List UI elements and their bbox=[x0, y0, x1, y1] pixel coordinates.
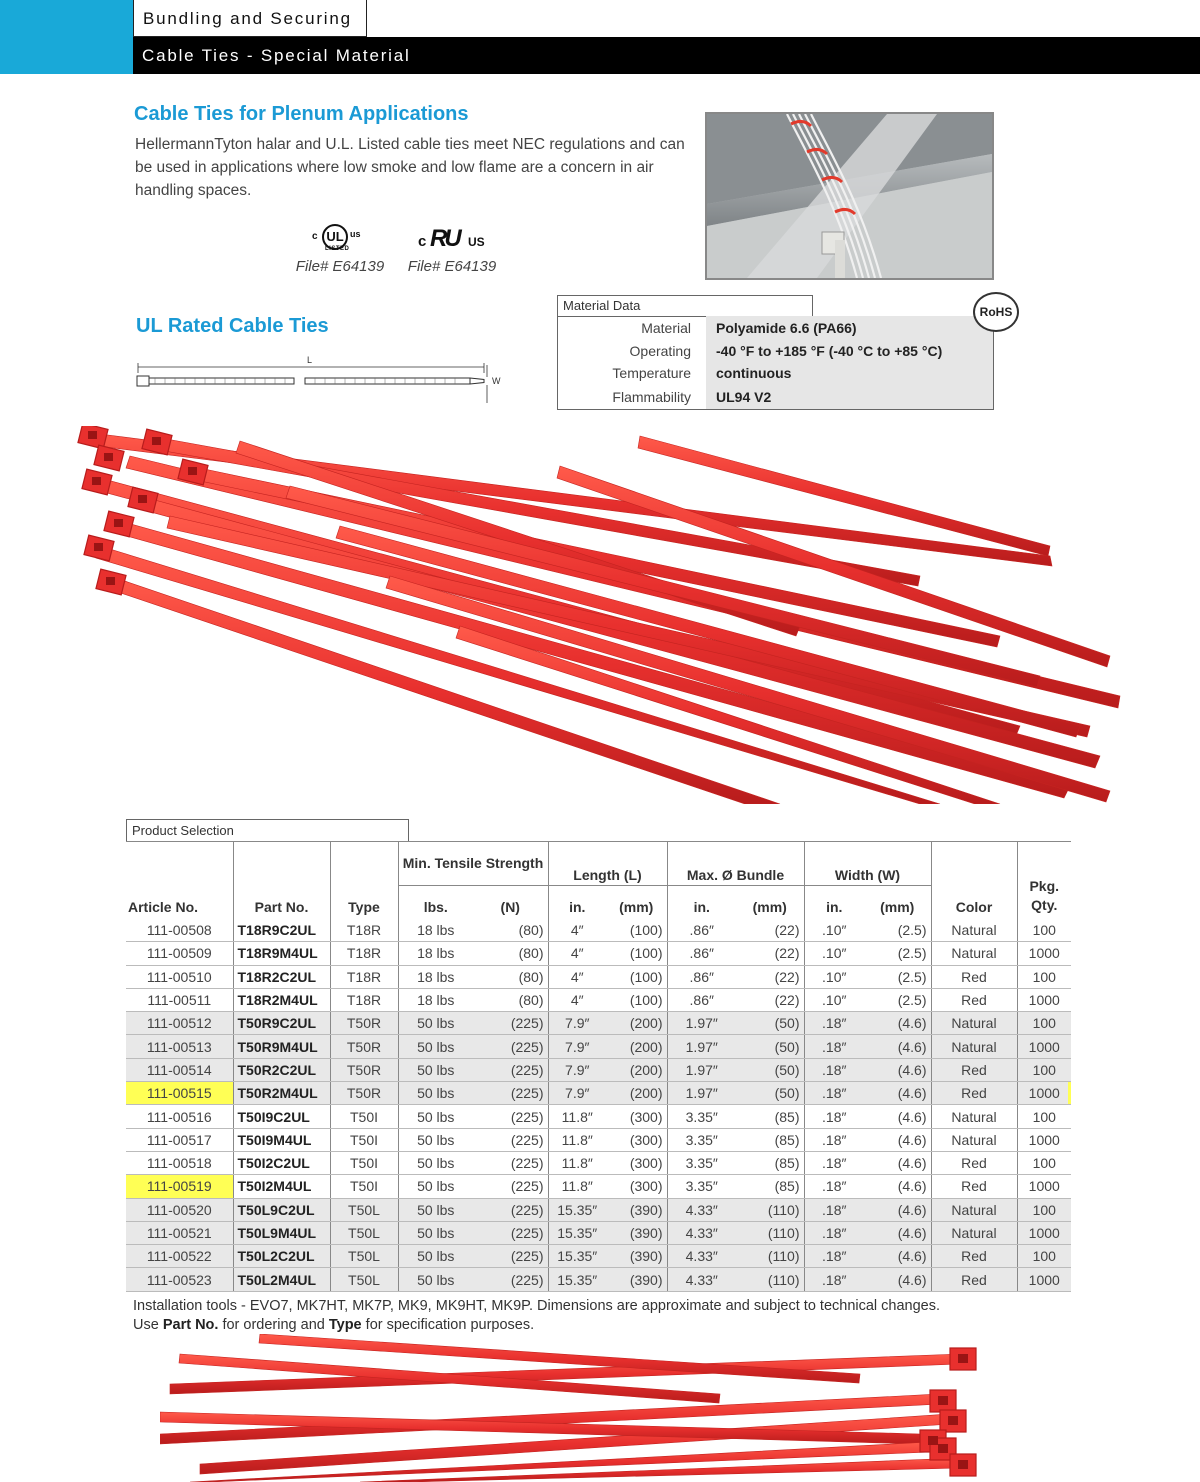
cell-article: 111-00513 bbox=[126, 1035, 233, 1058]
cell-type: T50I bbox=[330, 1175, 398, 1198]
cell-part: T50L9C2UL bbox=[233, 1198, 330, 1221]
width-dimension-label: W bbox=[492, 376, 501, 386]
cell-color: Red bbox=[931, 1268, 1017, 1291]
cell-color: Natural bbox=[931, 1012, 1017, 1035]
cell-article: 111-00519 bbox=[126, 1175, 233, 1198]
cell-bun-in: 1.97″ bbox=[667, 1082, 736, 1105]
cell-lbs: 50 lbs bbox=[398, 1082, 473, 1105]
col-group-bundle: Max. Ø Bundle bbox=[667, 842, 804, 886]
cell-qty: 1000 bbox=[1017, 988, 1071, 1011]
cell-bun-mm: (22) bbox=[736, 965, 804, 988]
cell-n: (225) bbox=[473, 1151, 548, 1174]
intro-paragraph: HellermannTyton halar and U.L. Listed cable ties meet NEC regulations and can be used in applications where low smoke and low flame are a concern in air handling spaces. bbox=[135, 136, 685, 199]
cell-n: (225) bbox=[473, 1058, 548, 1081]
cell-lbs: 50 lbs bbox=[398, 1058, 473, 1081]
brand-color-block bbox=[0, 0, 133, 74]
cell-type: T50I bbox=[330, 1128, 398, 1151]
cell-len-mm: (300) bbox=[606, 1151, 667, 1174]
cell-part: T50L2M4UL bbox=[233, 1268, 330, 1291]
cell-qty: 100 bbox=[1017, 1245, 1071, 1268]
cell-article: 111-00515 bbox=[126, 1082, 233, 1105]
cell-w-mm: (4.6) bbox=[864, 1221, 931, 1244]
cell-w-in: .18″ bbox=[804, 1245, 864, 1268]
footnote bbox=[133, 1297, 940, 1335]
footnote-ordering: Use Part No. for ordering and Type for specification purposes. bbox=[133, 1317, 535, 1333]
cell-n: (225) bbox=[473, 1175, 548, 1198]
red-cable-ties-bottom-photo bbox=[160, 1334, 1030, 1482]
cell-color: Red bbox=[931, 1082, 1017, 1105]
cell-article: 111-00509 bbox=[126, 942, 233, 965]
cell-n: (225) bbox=[473, 1082, 548, 1105]
cell-bun-in: .86″ bbox=[667, 942, 736, 965]
cert-file-number: File# E64139 bbox=[295, 258, 385, 275]
cell-article: 111-00512 bbox=[126, 1012, 233, 1035]
col-length-in: in. bbox=[548, 886, 606, 919]
cell-len-in: 15.35″ bbox=[548, 1198, 606, 1221]
cell-part: T50I2M4UL bbox=[233, 1175, 330, 1198]
cell-bun-mm: (110) bbox=[736, 1245, 804, 1268]
cell-type: T18R bbox=[330, 965, 398, 988]
plenum-installation-photo bbox=[705, 112, 994, 280]
cell-len-in: 7.9″ bbox=[548, 1012, 606, 1035]
category-tab bbox=[133, 0, 367, 37]
cell-color: Red bbox=[931, 965, 1017, 988]
cell-len-in: 7.9″ bbox=[548, 1058, 606, 1081]
cell-len-in: 7.9″ bbox=[548, 1082, 606, 1105]
cell-article: 111-00520 bbox=[126, 1198, 233, 1221]
cell-len-mm: (100) bbox=[606, 988, 667, 1011]
cell-len-mm: (200) bbox=[606, 1058, 667, 1081]
cell-bun-mm: (22) bbox=[736, 919, 804, 942]
cell-bun-mm: (85) bbox=[736, 1175, 804, 1198]
cell-article: 111-00510 bbox=[126, 965, 233, 988]
cell-type: T50R bbox=[330, 1082, 398, 1105]
col-group-length: Length (L) bbox=[548, 842, 667, 886]
cell-lbs: 50 lbs bbox=[398, 1268, 473, 1291]
cell-article: 111-00523 bbox=[126, 1268, 233, 1291]
col-bundle-in: in. bbox=[667, 886, 736, 919]
cell-qty: 1000 bbox=[1017, 1175, 1071, 1198]
cell-n: (225) bbox=[473, 1245, 548, 1268]
cell-type: T50L bbox=[330, 1198, 398, 1221]
cell-w-mm: (4.6) bbox=[864, 1082, 931, 1105]
cell-part: T18R2C2UL bbox=[233, 965, 330, 988]
cell-w-mm: (4.6) bbox=[864, 1035, 931, 1058]
cell-qty: 100 bbox=[1017, 965, 1071, 988]
cell-color: Natural bbox=[931, 919, 1017, 942]
cell-w-mm: (4.6) bbox=[864, 1175, 931, 1198]
cell-color: Natural bbox=[931, 1035, 1017, 1058]
cell-len-mm: (200) bbox=[606, 1082, 667, 1105]
cell-lbs: 18 lbs bbox=[398, 942, 473, 965]
col-pkg-qty: Pkg. Qty. bbox=[1017, 842, 1071, 919]
ul-rated-heading: UL Rated Cable Ties bbox=[136, 315, 329, 337]
table-row bbox=[126, 1105, 1071, 1128]
cell-w-in: .18″ bbox=[804, 1268, 864, 1291]
cell-color: Red bbox=[931, 988, 1017, 1011]
cell-part: T50R9M4UL bbox=[233, 1035, 330, 1058]
cell-bun-in: 1.97″ bbox=[667, 1035, 736, 1058]
cell-type: T50I bbox=[330, 1151, 398, 1174]
material-value: Polyamide 6.6 (PA66) bbox=[716, 320, 857, 336]
flammability-value: UL94 V2 bbox=[716, 389, 772, 405]
cell-n: (80) bbox=[473, 919, 548, 942]
cell-type: T50R bbox=[330, 1012, 398, 1035]
cell-w-mm: (2.5) bbox=[864, 965, 931, 988]
col-width-in: in. bbox=[804, 886, 864, 919]
cell-qty: 100 bbox=[1017, 1058, 1071, 1081]
cell-qty: 100 bbox=[1017, 1105, 1071, 1128]
cell-article: 111-00516 bbox=[126, 1105, 233, 1128]
cell-lbs: 18 lbs bbox=[398, 919, 473, 942]
cell-qty: 100 bbox=[1017, 1151, 1071, 1174]
col-group-tensile: Min. Tensile Strength bbox=[398, 842, 548, 886]
category-title: Bundling and Securing bbox=[143, 9, 352, 28]
cell-len-mm: (100) bbox=[606, 965, 667, 988]
cell-type: T50L bbox=[330, 1268, 398, 1291]
cell-n: (225) bbox=[473, 1268, 548, 1291]
ul-listed-icon: c UL us LISTED bbox=[292, 222, 388, 256]
cell-color: Natural bbox=[931, 1221, 1017, 1244]
cell-w-mm: (4.6) bbox=[864, 1151, 931, 1174]
cell-qty: 1000 bbox=[1017, 942, 1071, 965]
col-width-mm: (mm) bbox=[880, 898, 915, 915]
cell-w-mm: (2.5) bbox=[864, 988, 931, 1011]
footnote-tools: Installation tools - EVO7, MK7HT, MK7P, MK9, MK9HT, MK9P. Dimensions are approximate and subject to technical changes. bbox=[133, 1298, 941, 1314]
product-table-body bbox=[126, 919, 1071, 1292]
table-row bbox=[126, 1221, 1071, 1244]
cell-w-mm: (4.6) bbox=[864, 1198, 931, 1221]
cell-w-mm: (4.6) bbox=[864, 1012, 931, 1035]
cell-color: Red bbox=[931, 1151, 1017, 1174]
cell-len-in: 15.35″ bbox=[548, 1245, 606, 1268]
cell-w-in: .10″ bbox=[804, 988, 864, 1011]
cell-n: (225) bbox=[473, 1221, 548, 1244]
length-dimension-label: L bbox=[307, 355, 313, 365]
cell-len-in: 4″ bbox=[548, 919, 606, 942]
cell-lbs: 18 lbs bbox=[398, 965, 473, 988]
table-row bbox=[126, 1268, 1071, 1291]
cell-w-mm: (4.6) bbox=[864, 1268, 931, 1291]
cell-qty: 1000 bbox=[1017, 1082, 1071, 1105]
col-newton: (N) bbox=[500, 898, 520, 915]
red-cable-ties-photo bbox=[40, 426, 1126, 804]
cell-lbs: 50 lbs bbox=[398, 1175, 473, 1198]
table-row bbox=[126, 1012, 1071, 1035]
cell-color: Red bbox=[931, 1245, 1017, 1268]
table-row bbox=[126, 965, 1071, 988]
cell-color: Natural bbox=[931, 1198, 1017, 1221]
cell-qty: 100 bbox=[1017, 1198, 1071, 1221]
cell-article: 111-00522 bbox=[126, 1245, 233, 1268]
cell-n: (225) bbox=[473, 1128, 548, 1151]
material-data-heading: Material Data bbox=[557, 295, 813, 316]
table-row bbox=[126, 919, 1071, 942]
cell-w-in: .18″ bbox=[804, 1058, 864, 1081]
cell-len-mm: (390) bbox=[606, 1221, 667, 1244]
cell-w-mm: (2.5) bbox=[864, 919, 931, 942]
cell-w-in: .10″ bbox=[804, 919, 864, 942]
cell-bun-in: 4.33″ bbox=[667, 1221, 736, 1244]
rohs-badge-icon: RoHS bbox=[973, 292, 1019, 332]
ur-recognized-cert bbox=[404, 222, 500, 275]
cell-n: (225) bbox=[473, 1105, 548, 1128]
cell-w-in: .18″ bbox=[804, 1128, 864, 1151]
cell-len-in: 4″ bbox=[548, 965, 606, 988]
cell-len-in: 4″ bbox=[548, 942, 606, 965]
plenum-heading: Cable Ties for Plenum Applications bbox=[134, 103, 469, 125]
cell-bun-in: 3.35″ bbox=[667, 1151, 736, 1174]
cell-lbs: 50 lbs bbox=[398, 1012, 473, 1035]
cell-bun-mm: (22) bbox=[736, 942, 804, 965]
cell-lbs: 18 lbs bbox=[398, 988, 473, 1011]
cell-w-mm: (2.5) bbox=[864, 942, 931, 965]
cell-part: T18R9C2UL bbox=[233, 919, 330, 942]
cell-article: 111-00508 bbox=[126, 919, 233, 942]
table-row bbox=[126, 988, 1071, 1011]
section-bar bbox=[133, 37, 1200, 74]
cell-lbs: 50 lbs bbox=[398, 1198, 473, 1221]
cell-len-in: 11.8″ bbox=[548, 1128, 606, 1151]
cell-type: T18R bbox=[330, 919, 398, 942]
cell-w-in: .18″ bbox=[804, 1151, 864, 1174]
col-lbs: lbs. bbox=[398, 886, 473, 919]
cell-qty: 1000 bbox=[1017, 1221, 1071, 1244]
cell-len-in: 4″ bbox=[548, 988, 606, 1011]
cell-type: T50R bbox=[330, 1035, 398, 1058]
cell-color: Red bbox=[931, 1058, 1017, 1081]
cell-color: Natural bbox=[931, 1105, 1017, 1128]
table-row bbox=[126, 1175, 1071, 1198]
cell-qty: 1000 bbox=[1017, 1128, 1071, 1151]
cell-len-in: 11.8″ bbox=[548, 1151, 606, 1174]
temperature-value: continuous bbox=[716, 365, 792, 381]
cell-bun-in: 4.33″ bbox=[667, 1268, 736, 1291]
cell-len-in: 11.8″ bbox=[548, 1105, 606, 1128]
cell-len-mm: (200) bbox=[606, 1012, 667, 1035]
col-group-width: Width (W) bbox=[804, 842, 931, 886]
cell-len-mm: (200) bbox=[606, 1035, 667, 1058]
cell-part: T50L2C2UL bbox=[233, 1245, 330, 1268]
cable-tie-dimension-diagram bbox=[130, 355, 510, 407]
cell-bun-in: .86″ bbox=[667, 988, 736, 1011]
cell-len-mm: (390) bbox=[606, 1268, 667, 1291]
table-row bbox=[126, 1198, 1071, 1221]
cell-w-in: .18″ bbox=[804, 1198, 864, 1221]
cell-lbs: 50 lbs bbox=[398, 1105, 473, 1128]
cell-len-in: 7.9″ bbox=[548, 1035, 606, 1058]
cell-bun-mm: (50) bbox=[736, 1058, 804, 1081]
cell-len-mm: (390) bbox=[606, 1198, 667, 1221]
cell-bun-mm: (85) bbox=[736, 1151, 804, 1174]
col-part-no: Part No. bbox=[233, 842, 330, 919]
cell-qty: 100 bbox=[1017, 1012, 1071, 1035]
cell-w-in: .18″ bbox=[804, 1012, 864, 1035]
cell-w-in: .10″ bbox=[804, 942, 864, 965]
cell-article: 111-00514 bbox=[126, 1058, 233, 1081]
cell-w-mm: (4.6) bbox=[864, 1245, 931, 1268]
cell-n: (225) bbox=[473, 1198, 548, 1221]
cell-qty: 1000 bbox=[1017, 1268, 1071, 1291]
cell-part: T50I2C2UL bbox=[233, 1151, 330, 1174]
cell-bun-in: 4.33″ bbox=[667, 1198, 736, 1221]
cell-len-mm: (300) bbox=[606, 1128, 667, 1151]
cell-part: T50I9M4UL bbox=[233, 1128, 330, 1151]
cell-bun-mm: (85) bbox=[736, 1105, 804, 1128]
cell-w-mm: (4.6) bbox=[864, 1128, 931, 1151]
ul-listed-cert bbox=[292, 222, 388, 275]
cell-w-in: .18″ bbox=[804, 1082, 864, 1105]
cell-part: T18R2M4UL bbox=[233, 988, 330, 1011]
col-type: Type bbox=[330, 842, 398, 919]
cell-bun-mm: (110) bbox=[736, 1198, 804, 1221]
col-length-mm: (mm) bbox=[619, 898, 654, 915]
cell-bun-in: .86″ bbox=[667, 919, 736, 942]
cell-lbs: 50 lbs bbox=[398, 1035, 473, 1058]
cell-w-mm: (4.6) bbox=[864, 1058, 931, 1081]
cell-article: 111-00511 bbox=[126, 988, 233, 1011]
cell-bun-in: .86″ bbox=[667, 965, 736, 988]
cell-w-in: .18″ bbox=[804, 1105, 864, 1128]
cell-bun-in: 3.35″ bbox=[667, 1175, 736, 1198]
cell-len-mm: (100) bbox=[606, 942, 667, 965]
cell-len-mm: (100) bbox=[606, 919, 667, 942]
product-selection-table bbox=[126, 841, 1071, 1292]
cell-len-mm: (390) bbox=[606, 1245, 667, 1268]
cell-type: T18R bbox=[330, 942, 398, 965]
cell-bun-in: 3.35″ bbox=[667, 1128, 736, 1151]
cell-type: T18R bbox=[330, 988, 398, 1011]
cell-bun-mm: (85) bbox=[736, 1128, 804, 1151]
cell-n: (80) bbox=[473, 988, 548, 1011]
cell-len-mm: (300) bbox=[606, 1105, 667, 1128]
flammability-label: Flammability bbox=[612, 389, 691, 405]
cell-n: (225) bbox=[473, 1035, 548, 1058]
cell-bun-mm: (22) bbox=[736, 988, 804, 1011]
table-row bbox=[126, 1035, 1071, 1058]
col-bundle-mm: (mm) bbox=[752, 898, 787, 915]
cell-part: T18R9M4UL bbox=[233, 942, 330, 965]
table-row bbox=[126, 1128, 1071, 1151]
product-selection-heading: Product Selection bbox=[126, 819, 409, 841]
cell-part: T50R2C2UL bbox=[233, 1058, 330, 1081]
cell-qty: 100 bbox=[1017, 919, 1071, 942]
cell-type: T50I bbox=[330, 1105, 398, 1128]
cell-len-in: 15.35″ bbox=[548, 1221, 606, 1244]
cell-color: Natural bbox=[931, 942, 1017, 965]
cell-article: 111-00517 bbox=[126, 1128, 233, 1151]
cell-article: 111-00518 bbox=[126, 1151, 233, 1174]
col-article-no: Article No. bbox=[126, 842, 233, 919]
cell-lbs: 50 lbs bbox=[398, 1151, 473, 1174]
cell-bun-mm: (50) bbox=[736, 1082, 804, 1105]
cell-part: T50R2M4UL bbox=[233, 1082, 330, 1105]
table-row bbox=[126, 1245, 1071, 1268]
cell-w-in: .18″ bbox=[804, 1221, 864, 1244]
cell-lbs: 50 lbs bbox=[398, 1221, 473, 1244]
cell-article: 111-00521 bbox=[126, 1221, 233, 1244]
operating-label: Operating bbox=[629, 343, 691, 359]
cell-bun-in: 1.97″ bbox=[667, 1058, 736, 1081]
cell-type: T50L bbox=[330, 1221, 398, 1244]
cell-len-mm: (300) bbox=[606, 1175, 667, 1198]
cell-part: T50L9M4UL bbox=[233, 1221, 330, 1244]
cell-n: (80) bbox=[473, 965, 548, 988]
table-row bbox=[126, 1058, 1071, 1081]
table-row bbox=[126, 1151, 1071, 1174]
cell-len-in: 11.8″ bbox=[548, 1175, 606, 1198]
cell-bun-in: 3.35″ bbox=[667, 1105, 736, 1128]
cell-len-in: 15.35″ bbox=[548, 1268, 606, 1291]
cell-part: T50I9C2UL bbox=[233, 1105, 330, 1128]
section-title: Cable Ties - Special Material bbox=[142, 46, 411, 65]
temperature-label: Temperature bbox=[612, 365, 691, 381]
cell-bun-mm: (110) bbox=[736, 1268, 804, 1291]
cell-bun-in: 1.97″ bbox=[667, 1012, 736, 1035]
cell-type: T50L bbox=[330, 1245, 398, 1268]
cell-n: (80) bbox=[473, 942, 548, 965]
ur-recognized-icon: c RU US bbox=[418, 225, 485, 252]
cell-qty: 1000 bbox=[1017, 1035, 1071, 1058]
cell-w-in: .18″ bbox=[804, 1175, 864, 1198]
cell-lbs: 50 lbs bbox=[398, 1128, 473, 1151]
cell-color: Natural bbox=[931, 1128, 1017, 1151]
cert-file-number: File# E64139 bbox=[407, 258, 497, 275]
table-row bbox=[126, 942, 1071, 965]
operating-value: -40 °F to +185 °F (-40 °C to +85 °C) bbox=[716, 343, 943, 359]
cell-w-mm: (4.6) bbox=[864, 1105, 931, 1128]
material-label: Material bbox=[641, 320, 691, 336]
cell-type: T50R bbox=[330, 1058, 398, 1081]
cell-color: Red bbox=[931, 1175, 1017, 1198]
cell-bun-mm: (110) bbox=[736, 1221, 804, 1244]
cell-bun-in: 4.33″ bbox=[667, 1245, 736, 1268]
cell-n: (225) bbox=[473, 1012, 548, 1035]
table-row bbox=[126, 1082, 1071, 1105]
col-color: Color bbox=[931, 842, 1017, 919]
cell-w-in: .10″ bbox=[804, 965, 864, 988]
cell-lbs: 50 lbs bbox=[398, 1245, 473, 1268]
cell-part: T50R9C2UL bbox=[233, 1012, 330, 1035]
cell-bun-mm: (50) bbox=[736, 1035, 804, 1058]
cell-bun-mm: (50) bbox=[736, 1012, 804, 1035]
cell-w-in: .18″ bbox=[804, 1035, 864, 1058]
